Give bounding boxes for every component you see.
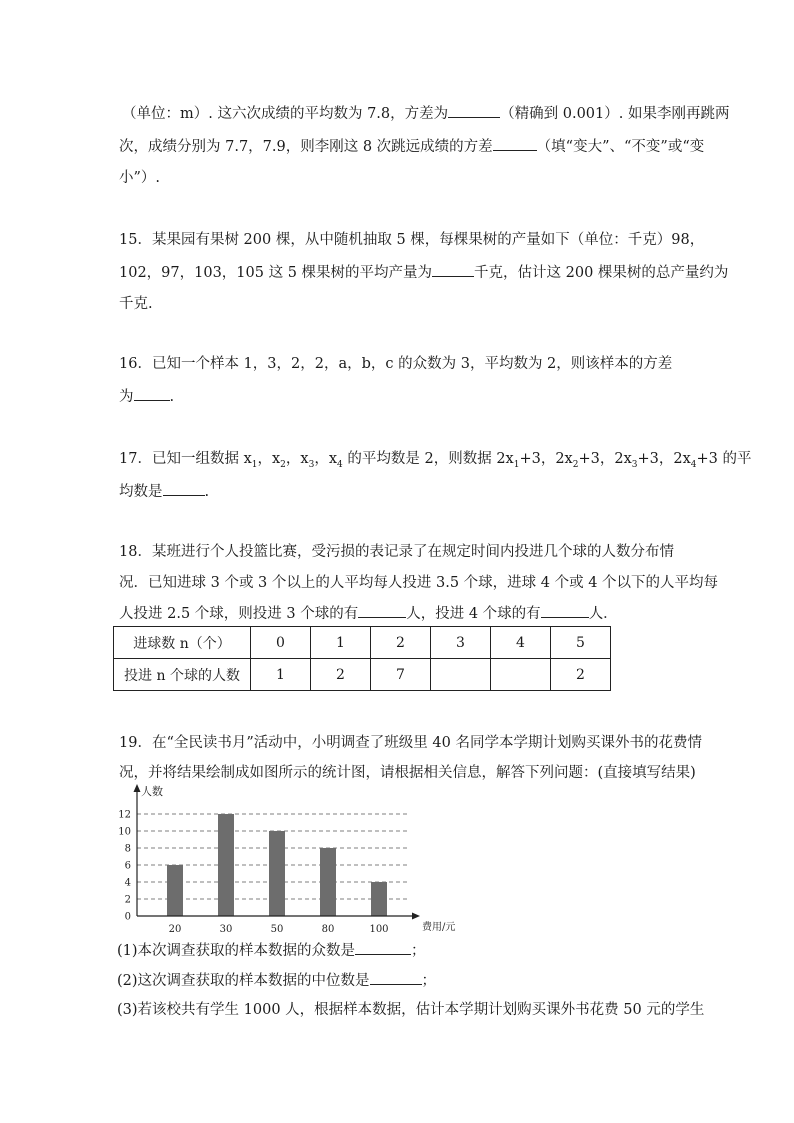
x-axis-label: 费用/元	[422, 922, 456, 933]
q19-text-2: 况，并将结果绘制成如图所示的统计图，请根据相关信息，解答下列问题：(直接填写结果)	[119, 765, 696, 781]
q17-plus3-end: +3 的平	[696, 451, 752, 467]
q17-x: x	[328, 451, 338, 467]
q19-line-1	[119, 733, 702, 753]
q16-text-2b: .	[169, 389, 175, 405]
q19-sub1-end: ；	[411, 943, 426, 959]
q14-blank-change	[493, 136, 537, 151]
q17-text-2a: 均数是	[119, 484, 163, 500]
table-cell	[491, 659, 551, 691]
q17-plus3: +3，	[637, 451, 674, 467]
table-cell: 1	[311, 627, 371, 659]
q15-text-2b: 千克，估计这 200 棵果树的总产量约为	[474, 265, 729, 281]
q17-sub: 3	[308, 459, 315, 470]
q19-sub1-text: (1)本次调查获取的样本数据的众数是	[117, 943, 356, 959]
q19-sub1-line	[117, 940, 426, 961]
y-tick-label: 0	[124, 911, 131, 923]
q15-text-2a: 102，97，103，105 这 5 棵果树的平均产量为	[119, 265, 433, 281]
q17-2x: 2x	[614, 451, 632, 467]
q14-line-2	[119, 136, 704, 157]
q17-sub: 2	[572, 459, 579, 470]
q17-2x: 2x	[555, 451, 573, 467]
q14-text-1b: （精确到 0.001）. 如果李刚再跳两	[500, 106, 730, 122]
x-axis-arrow	[412, 913, 420, 920]
q18-blank-three	[358, 603, 406, 618]
table-cell: 2	[551, 659, 611, 691]
y-axis-label: 人数	[141, 785, 163, 798]
table-cell: 1	[251, 659, 311, 691]
q16-blank-variance	[134, 386, 170, 401]
q18-blank-four	[541, 603, 589, 618]
q17-sub: 4	[337, 459, 343, 470]
y-tick-label: 10	[118, 826, 131, 838]
q18-text-1: 18．某班进行个人投篮比赛，受污损的表记录了在规定时间内投进几个球的人数分布情	[119, 544, 674, 560]
table-cell: 2	[371, 627, 431, 659]
q17-sub: 2	[280, 459, 286, 470]
q15-text-3: 千克.	[119, 296, 153, 312]
q19-sub3-text: (3)若该校共有学生 1000 人，根据样本数据，估计本学期计划购买课外书花费 50 元的学生	[117, 1002, 705, 1018]
bar	[371, 882, 387, 916]
q17-x: x	[300, 451, 309, 467]
bar	[269, 831, 285, 916]
q17-sub: 4	[690, 459, 697, 470]
q18-text-3a: 人投进 2.5 个球，则投进 3 个球的有	[119, 606, 359, 622]
q17-sub: 1	[251, 459, 258, 470]
q17-2x: 2x	[673, 451, 691, 467]
bar	[167, 865, 183, 916]
q17-sub: 1	[513, 459, 520, 470]
table-header-cell: 投进 n 个球的人数	[114, 659, 251, 691]
q14-text-3: 小”）.	[119, 170, 161, 186]
x-tick-label: 30	[219, 924, 233, 935]
q18-line-2	[119, 573, 718, 593]
table-row	[114, 659, 611, 691]
q15-line-2	[119, 262, 728, 283]
q14-line-1	[122, 103, 729, 124]
x-tick-label: 80	[321, 924, 335, 935]
q14-line-3	[119, 168, 160, 188]
y-tick-label: 8	[124, 843, 131, 855]
x-tick-label: 20	[168, 924, 182, 935]
q19-blank-mode	[355, 940, 411, 955]
q19-blank-median	[370, 970, 422, 985]
q19-sub2-text: (2)这次调查获取的样本数据的中位数是	[117, 973, 370, 989]
q18-text-3b: 人，投进 4 个球的有	[406, 606, 541, 622]
q17-sub: 3	[631, 459, 638, 470]
q17-comma: ，	[314, 451, 329, 467]
y-tick-label: 4	[124, 877, 131, 889]
q19-sub3-line	[117, 1000, 704, 1020]
q16-text-1: 16．已知一个样本 1，3，2，2，a，b，c 的众数为 3，平均数为 2，则该样本的方差	[119, 356, 673, 372]
q16-line-2	[119, 386, 174, 407]
q19-text-1: 19．在“全民读书月”活动中，小明调查了班级里 40 名同学本学期计划购买课外书的花费情	[119, 735, 702, 751]
bar	[320, 848, 336, 916]
q17-comma: ，	[285, 451, 301, 467]
table-cell	[431, 659, 491, 691]
q17-line-2	[119, 481, 209, 502]
y-tick-label: 2	[124, 894, 131, 906]
q17-plus3: +3，	[519, 451, 556, 467]
q16-text-2a: 为	[119, 389, 134, 405]
q14-text-2b: （填“变大”、“不变”或“变	[536, 139, 705, 155]
bar-chart	[112, 780, 472, 940]
q15-text-1: 15．某果园有果树 200 棵，从中随机抽取 5 棵，每棵果树的产量如下（单位：千克）98，	[119, 232, 705, 248]
q17-mid: 的平均数是 2，则数据	[342, 451, 497, 467]
q17-prefix: 17．已知一组数据	[119, 451, 244, 467]
table-cell: 2	[311, 659, 371, 691]
q15-blank-average	[432, 262, 474, 277]
x-tick-label: 100	[369, 924, 389, 935]
q17-comma: ，	[257, 451, 272, 467]
q14-text-2a: 次，成绩分别为 7.7，7.9，则李刚这 8 次跳远成绩的方差	[119, 139, 493, 155]
q17-line-1	[119, 449, 751, 475]
q17-x: x	[271, 451, 281, 467]
y-axis-arrow	[134, 784, 141, 792]
q18-line-1	[119, 542, 674, 562]
table-cell: 0	[251, 627, 311, 659]
table-cell: 5	[551, 627, 611, 659]
q17-x: x	[243, 451, 252, 467]
table-header-cell: 进球数 n（个）	[114, 627, 251, 659]
q17-blank-average	[163, 481, 205, 496]
table-row	[114, 627, 611, 659]
score-table	[113, 626, 611, 691]
q15-line-3	[119, 294, 153, 314]
q14-blank-variance	[448, 103, 500, 118]
y-tick-label: 12	[118, 809, 131, 821]
table-cell: 7	[371, 659, 431, 691]
q17-text-2b: .	[204, 484, 210, 500]
q17-2x: 2x	[496, 451, 514, 467]
table-cell: 4	[491, 627, 551, 659]
y-tick-label: 6	[124, 860, 131, 872]
q19-sub2-end: ；	[421, 973, 437, 989]
table-cell: 3	[431, 627, 491, 659]
q18-line-3	[119, 603, 618, 624]
x-tick-label: 50	[270, 924, 284, 935]
q15-line-1	[119, 230, 704, 250]
q14-text-1a: （单位：m）. 这六次成绩的平均数为 7.8，方差为	[122, 106, 449, 122]
q17-plus3: +3，	[578, 451, 615, 467]
q19-sub2-line	[117, 970, 436, 991]
bar	[218, 814, 234, 916]
q18-text-3c: 人．	[588, 606, 618, 622]
q16-line-1	[119, 354, 672, 374]
q18-text-2: 况．已知进球 3 个或 3 个以上的人平均每人投进 3.5 个球，进球 4 个或 4 个以下的人平均每	[119, 575, 719, 591]
